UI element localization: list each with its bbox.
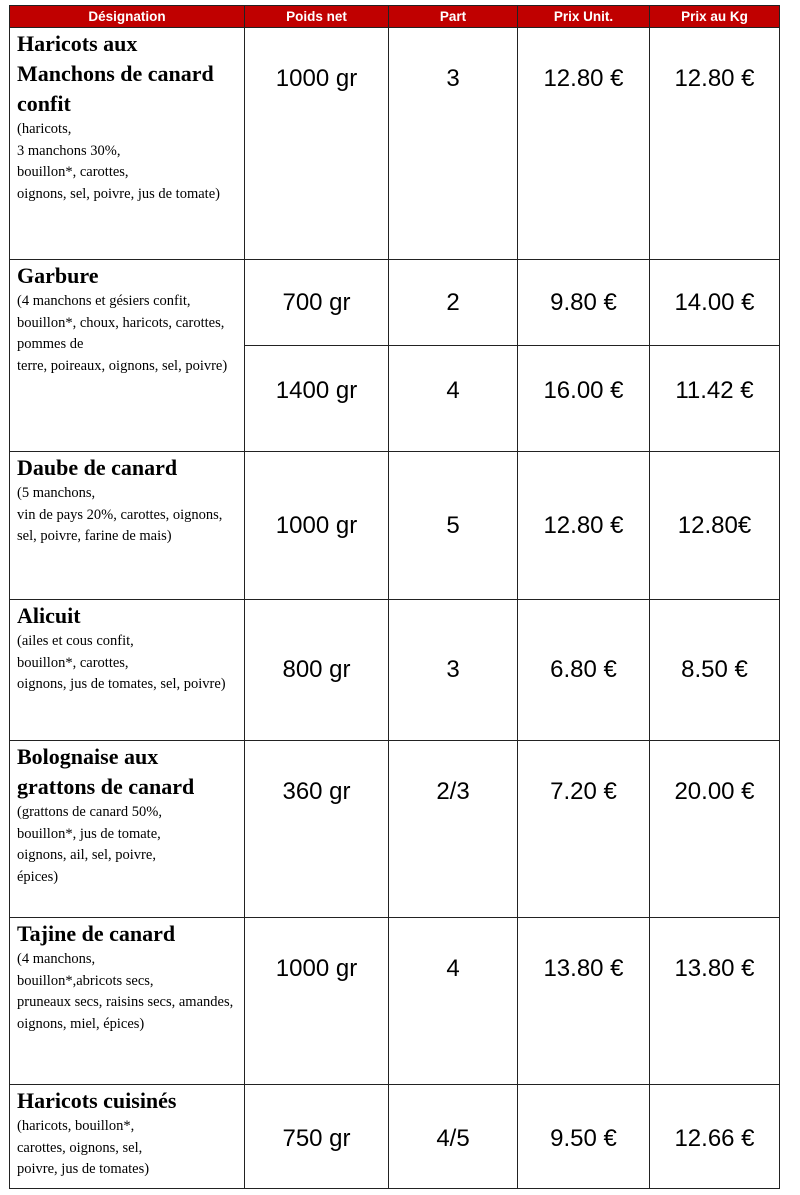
prix-unit-cell: 12.80 € [518, 28, 650, 260]
product-name: Garbure [17, 263, 99, 288]
product-ingredients: (grattons de canard 50%, bouillon*, jus de tomate, oignons, ail, sel, poivre, épices) [17, 804, 162, 885]
product-price-table [9, 5, 780, 1189]
prix-unit-cell: 9.50 € [518, 1085, 650, 1189]
part-cell: 2 [389, 260, 518, 346]
table-row [10, 28, 780, 260]
product-ingredients: (haricots, 3 manchons 30%, bouillon*, carottes, oignons, sel, poivre, jus de tomate) [17, 121, 220, 202]
part-cell: 3 [389, 600, 518, 741]
prix-kg-cell: 11.42 € [650, 346, 780, 452]
prix-unit-cell: 16.00 € [518, 346, 650, 452]
table-row [10, 918, 780, 1085]
prix-kg-cell: 12.80€ [650, 452, 780, 600]
product-ingredients: (4 manchons, bouillon*,abricots secs, pruneaux secs, raisins secs, amandes, oignons, miel, épices) [17, 951, 234, 1032]
header-part: Part [389, 6, 518, 28]
designation-cell [10, 1085, 245, 1189]
designation-cell [10, 918, 245, 1085]
part-cell: 4 [389, 918, 518, 1085]
poids-cell: 1000 gr [245, 28, 389, 260]
product-ingredients: (ailes et cous confit, bouillon*, carottes, oignons, jus de tomates, sel, poivre) [17, 633, 226, 692]
prix-kg-cell: 12.66 € [650, 1085, 780, 1189]
prix-unit-cell: 13.80 € [518, 918, 650, 1085]
poids-cell: 1000 gr [245, 918, 389, 1085]
prix-unit-cell: 12.80 € [518, 452, 650, 600]
table-row [10, 741, 780, 918]
product-name: Daube de canard [17, 455, 178, 480]
product-name: Bolognaise aux grattons de canard [17, 744, 195, 799]
part-cell: 4 [389, 346, 518, 452]
poids-cell: 750 gr [245, 1085, 389, 1189]
table-row [10, 452, 780, 600]
poids-cell: 800 gr [245, 600, 389, 741]
part-cell: 3 [389, 28, 518, 260]
designation-cell [10, 741, 245, 918]
header-poids-net: Poids net [245, 6, 389, 28]
product-name: Tajine de canard [17, 921, 176, 946]
designation-cell [10, 600, 245, 741]
prix-kg-cell: 12.80 € [650, 28, 780, 260]
product-name: Haricots cuisinés [17, 1088, 177, 1113]
prix-unit-cell: 7.20 € [518, 741, 650, 918]
prix-kg-cell: 14.00 € [650, 260, 780, 346]
product-name: Alicuit [17, 603, 81, 628]
product-ingredients: (5 manchons, vin de pays 20%, carottes, oignons, sel, poivre, farine de mais) [17, 485, 223, 544]
designation-cell [10, 260, 245, 452]
poids-cell: 700 gr [245, 260, 389, 346]
header-prix-kg: Prix au Kg [650, 6, 780, 28]
prix-kg-cell: 13.80 € [650, 918, 780, 1085]
prix-unit-cell: 9.80 € [518, 260, 650, 346]
table-row [10, 260, 780, 346]
table-row [10, 600, 780, 741]
designation-cell [10, 452, 245, 600]
product-ingredients: (4 manchons et gésiers confit, bouillon*, choux, haricots, carottes, pommes de terre, poireaux, oignons, sel, poivre) [17, 293, 228, 374]
designation-cell [10, 28, 245, 260]
part-cell: 2/3 [389, 741, 518, 918]
poids-cell: 1400 gr [245, 346, 389, 452]
product-ingredients: (haricots, bouillon*, carottes, oignons, sel, poivre, jus de tomates) [17, 1118, 150, 1177]
table-row [10, 1085, 780, 1189]
part-cell: 4/5 [389, 1085, 518, 1189]
header-row [10, 6, 780, 28]
header-prix-unit: Prix Unit. [518, 6, 650, 28]
poids-cell: 360 gr [245, 741, 389, 918]
part-cell: 5 [389, 452, 518, 600]
prix-kg-cell: 8.50 € [650, 600, 780, 741]
prix-kg-cell: 20.00 € [650, 741, 780, 918]
poids-cell: 1000 gr [245, 452, 389, 600]
prix-unit-cell: 6.80 € [518, 600, 650, 741]
header-designation: Désignation [10, 6, 245, 28]
product-name: Haricots aux Manchons de canard confit [17, 31, 214, 116]
